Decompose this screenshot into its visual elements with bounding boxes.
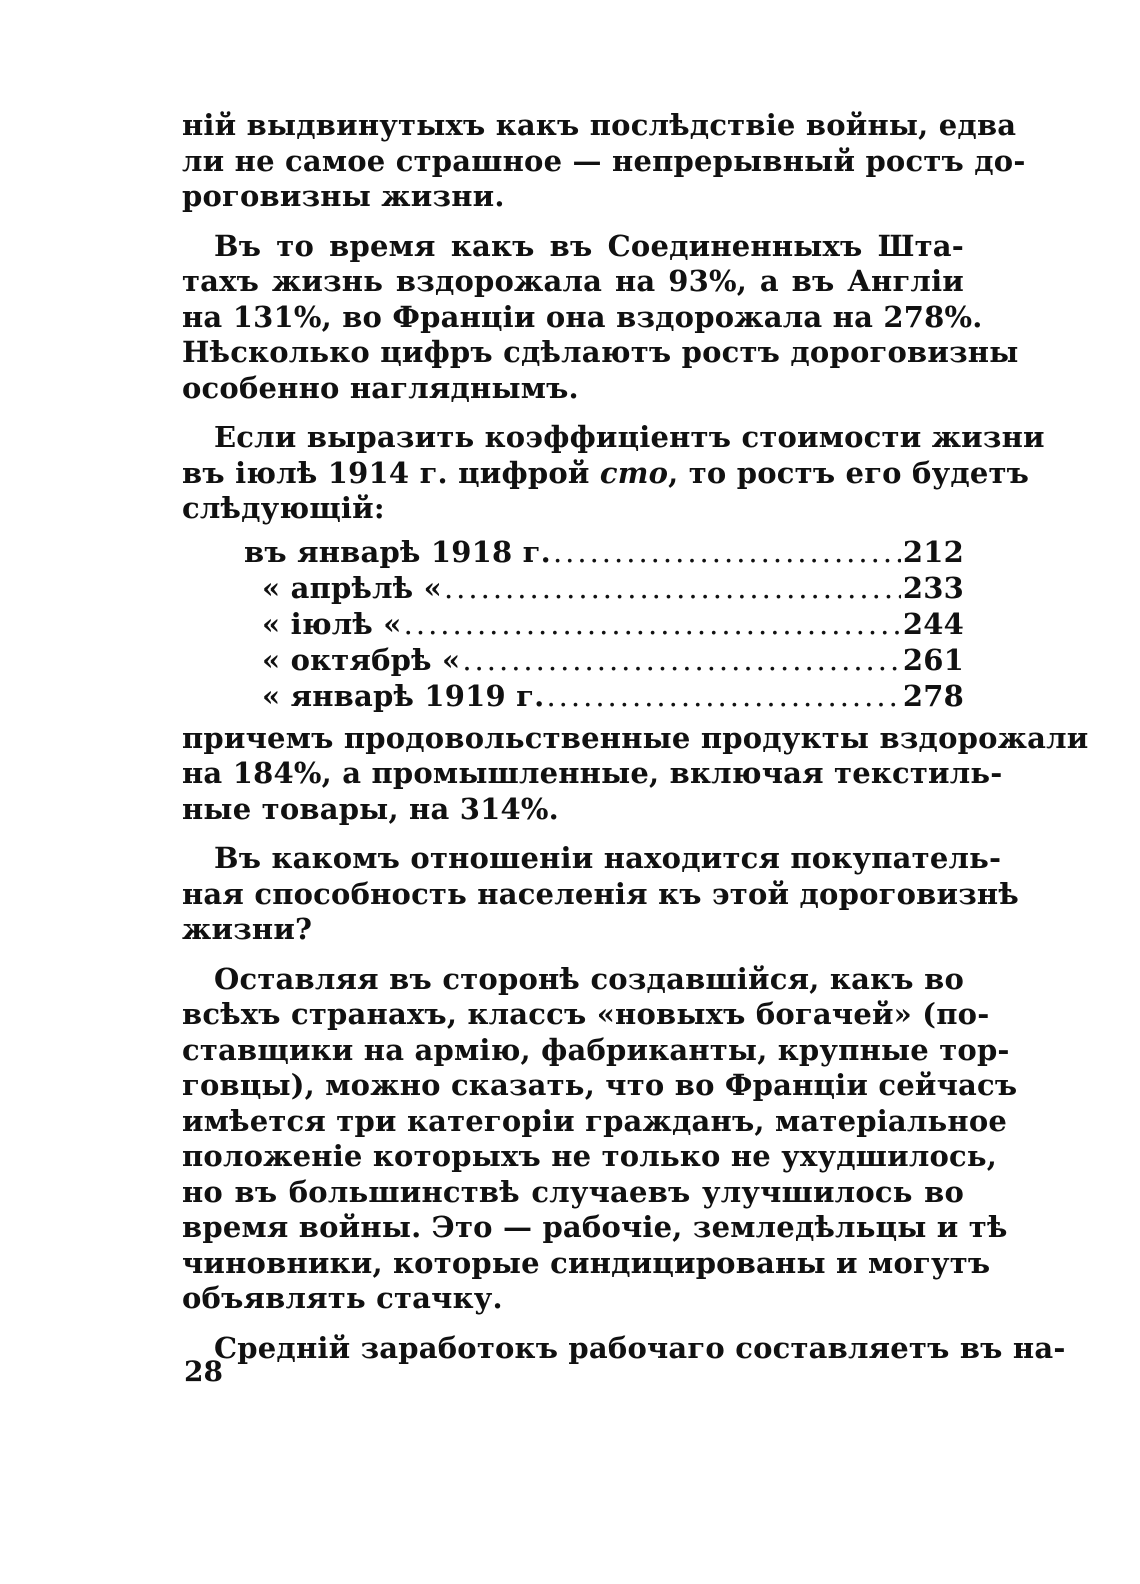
text-line: положеніе которыхъ не только не ухудшилось,: [182, 1139, 998, 1173]
text-line: роговизны жизни.: [182, 179, 505, 213]
text-line: ная способность населенія къ этой дороговизнѣ: [182, 876, 1019, 911]
paragraph: [182, 108, 1026, 215]
text-line: ли не самое страшное — непрерывный ростъ до-: [182, 143, 1026, 178]
paragraph: [182, 1330, 1066, 1367]
text-line: имѣется три категоріи гражданъ, матеріальное: [182, 1103, 1008, 1138]
paragraph: [182, 961, 1018, 1317]
text-line: причемъ продовольственные продукты вздорожали: [182, 720, 1089, 755]
text-segment: въ іюлѣ 1914 г. цифрой: [182, 455, 600, 490]
row-label: « январѣ 1919 г.: [262, 678, 545, 713]
paragraph: [182, 228, 1019, 407]
text-segment: , то ростъ его будетъ: [668, 455, 1030, 490]
paragraph: [182, 420, 1045, 527]
row-value: 233: [902, 570, 964, 605]
paragraph: [182, 720, 1089, 828]
text-line: на 184%, а промышленные, включая текстиль-: [182, 756, 1003, 790]
text-line: слѣдующій:: [182, 491, 385, 525]
table-row: [244, 643, 964, 679]
text-line: жизни?: [182, 912, 313, 946]
row-label: « октябрѣ «: [262, 642, 461, 677]
text-line: чиновники, которые синдицированы и могутъ: [182, 1245, 991, 1280]
table-row: [244, 607, 964, 643]
page-number: 28: [184, 1355, 223, 1388]
text-line: всѣхъ странахъ, классъ «новыхъ богачей» (по-: [182, 997, 990, 1031]
table-row: [244, 571, 964, 607]
table-row: [244, 679, 964, 715]
text-line: объявлять стачку.: [182, 1281, 503, 1315]
table-row: [244, 535, 964, 571]
cost-index-table: [182, 535, 964, 715]
row-label: въ январѣ 1918 г.: [244, 534, 551, 569]
text-line: Оставляя въ сторонѣ создавшійся, какъ во: [214, 961, 964, 996]
text-line: Средній заработокъ рабочаго составляетъ въ на-: [214, 1330, 1066, 1365]
dot-leader: [404, 607, 901, 643]
text-line: ставщики на армію, фабриканты, крупные тор-: [182, 1032, 1010, 1067]
text-line: но въ большинствѣ случаевъ улучшилось во: [182, 1174, 964, 1209]
row-value: 261: [902, 642, 964, 677]
text-line: Въ какомъ отношеніи находится покупатель-: [214, 841, 1002, 875]
text-line: [182, 455, 1030, 492]
text-line: время войны. Это — рабочіе, земледѣльцы и тѣ: [182, 1210, 1008, 1244]
dot-leader: [444, 571, 901, 607]
text-line: ные товары, на 314%.: [182, 791, 559, 826]
text-line: говцы), можно сказать, что во Франціи сейчасъ: [182, 1068, 1018, 1102]
dot-leader: [546, 679, 900, 715]
text-line: Въ то время какъ въ Соединенныхъ Шта-: [214, 228, 964, 263]
row-label: « іюлѣ «: [262, 606, 402, 641]
text-line: Если выразить коэффиціентъ стоимости жизни: [214, 420, 1045, 454]
text-line: тахъ жизнь вздорожала на 93%, а въ Англіи: [182, 264, 964, 298]
italic-word: сто: [599, 455, 669, 490]
paragraph: [182, 841, 1019, 948]
text-line: на 131%, во Франціи она вздорожала на 278%.: [182, 299, 983, 334]
dot-leader: [462, 643, 901, 679]
row-value: 212: [902, 534, 964, 569]
dot-leader: [553, 535, 901, 571]
page-text: [182, 108, 1089, 1380]
row-label: « апрѣлѣ «: [262, 570, 442, 605]
row-value: 244: [902, 606, 964, 641]
text-line: особенно нагляднымъ.: [182, 370, 579, 405]
text-line: Нѣсколько цифръ сдѣлаютъ ростъ дороговизны: [182, 335, 1019, 369]
row-value: 278: [902, 678, 964, 713]
text-line: ній выдвинутыхъ какъ послѣдствіе войны, едва: [182, 108, 1017, 142]
